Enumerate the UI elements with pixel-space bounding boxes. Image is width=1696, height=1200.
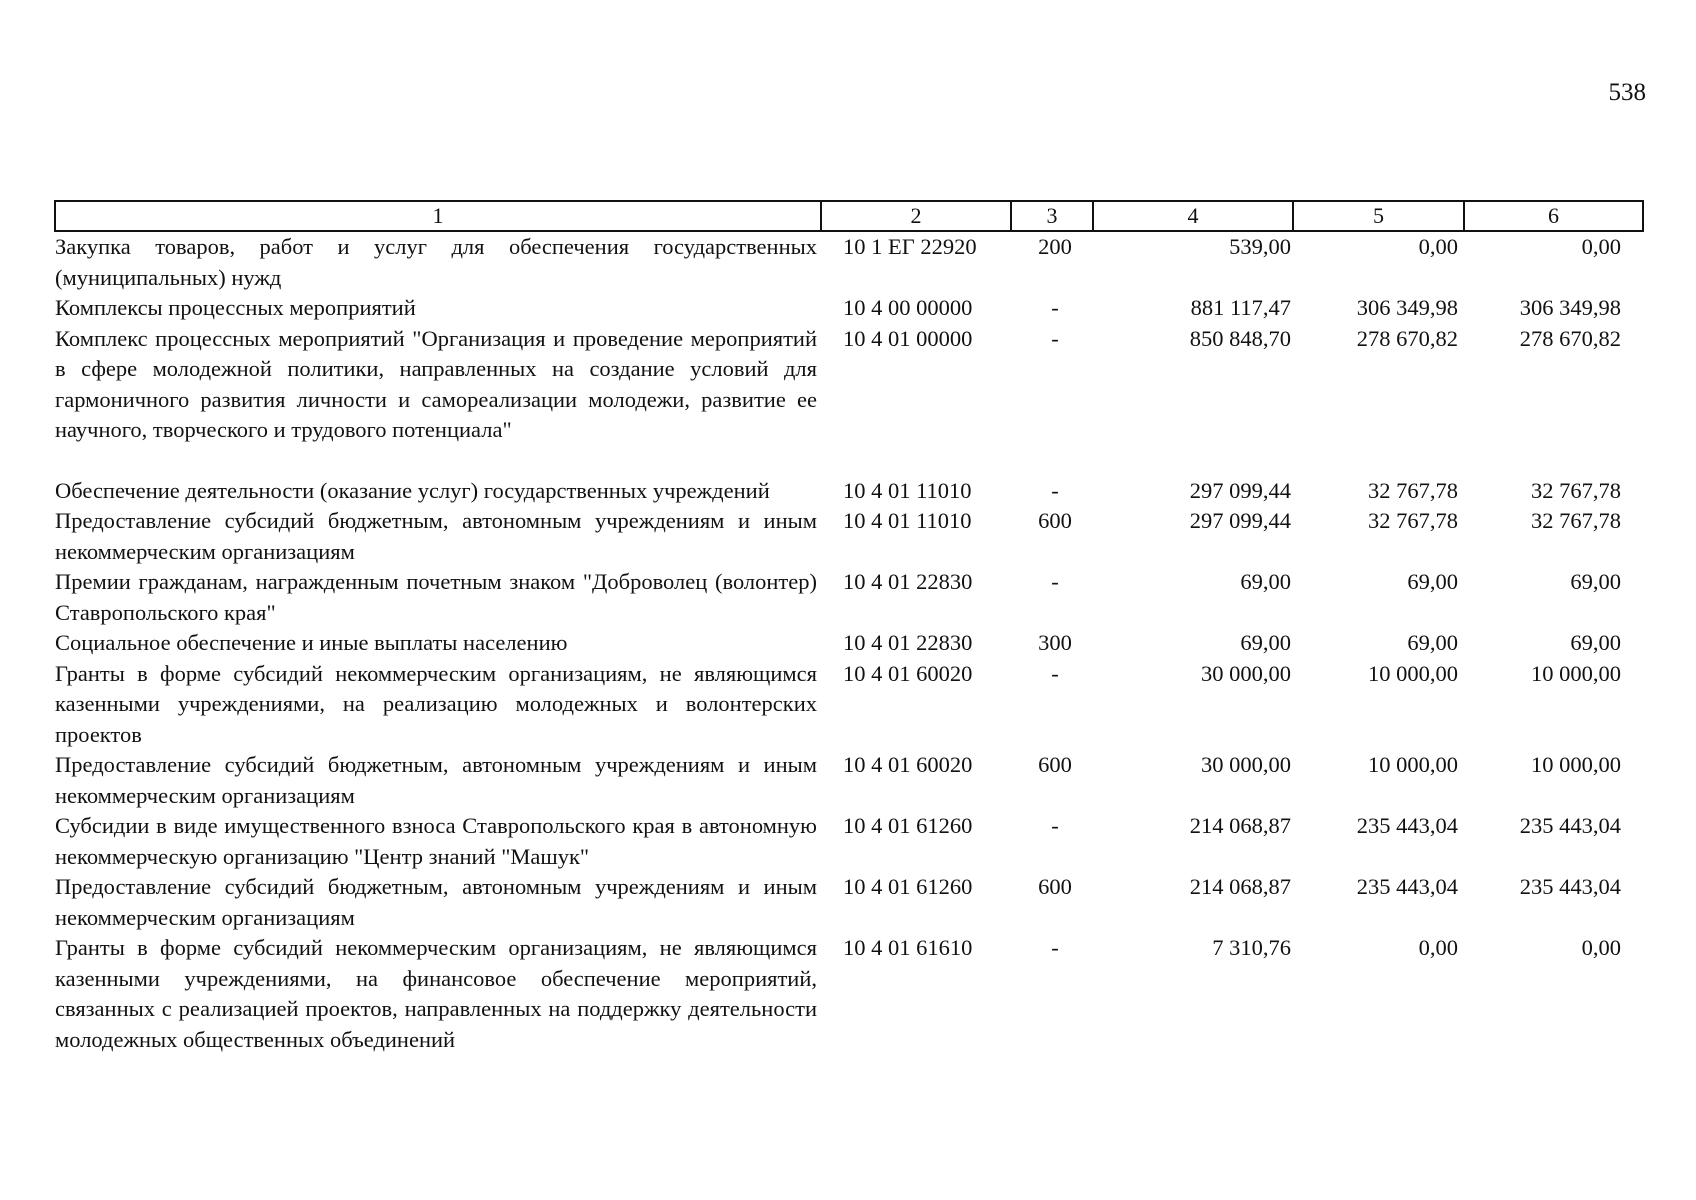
row-value-2: 10 000,00 [1368,660,1458,686]
row-type: - [1051,325,1059,351]
row-name: Предоставление субсидий бюджетным, автономным учреждениям и иным некоммерческим организациям [55,508,817,564]
row-code: 10 4 01 61260 [843,874,973,899]
row-name: Обеспечение деятельности (оказание услуг) государственных учреждений [55,477,770,503]
row-value-1: 881 117,47 [1190,295,1291,320]
row-value-3: 306 349,98 [1519,295,1621,320]
header-col-6: 6 [1464,201,1643,231]
table-body [55,231,1643,1055]
row-name: Предоставление субсидий бюджетным, автономным учреждениям и иным некоммерческим организациям [55,874,817,930]
table-row [55,659,1643,751]
row-value-3: 32 767,78 [1531,477,1621,503]
header-col-1: 1 [55,201,821,231]
row-value-1: 214 068,87 [1189,813,1291,838]
row-value-1: 297 099,44 [1189,508,1291,533]
row-code: 10 4 01 11010 [843,477,972,503]
table-row [55,567,1643,628]
header-col-4: 4 [1093,201,1293,231]
row-value-2: 235 443,04 [1356,874,1458,899]
row-code: 10 4 01 60020 [843,660,973,686]
row-name: Комплексы процессных мероприятий [55,295,416,320]
row-type: - [1051,660,1059,686]
row-value-2: 69,00 [1407,630,1458,655]
row-code: 10 4 00 00000 [843,295,973,320]
row-type: - [1051,477,1059,503]
row-code: 10 4 01 22830 [843,569,973,594]
row-name: Предоставление субсидий бюджетным, автономным учреждениям и иным некоммерческим организациям [55,752,817,808]
header-col-3: 3 [1011,201,1093,231]
table-row [55,293,1643,324]
row-value-1: 69,00 [1240,630,1291,655]
table-row [55,811,1643,872]
row-code: 10 4 01 61610 [843,935,973,960]
table-row [55,628,1643,659]
row-value-3: 69,00 [1570,569,1621,594]
row-value-2: 10 000,00 [1368,752,1458,777]
row-value-1: 30 000,00 [1201,752,1291,777]
row-name: Социальное обеспечение и иные выплаты населению [55,630,568,655]
row-type: - [1051,935,1059,960]
row-value-2: 306 349,98 [1356,295,1458,320]
row-value-1: 297 099,44 [1189,477,1291,503]
row-code: 10 4 01 22830 [843,630,973,655]
spacer-cell [55,446,1643,476]
row-value-3: 10 000,00 [1531,752,1621,777]
row-name: Гранты в форме субсидий некоммерческим организациям, не являющимся казенными учреждениями, на реализацию молодежных и волонтерских проектов [55,660,817,747]
row-name: Субсидии в виде имущественного взноса Ставропольского края в автономную некоммерческую организацию "Центр знаний "Машук" [55,813,817,869]
row-value-3: 278 670,82 [1519,325,1621,351]
row-value-2: 278 670,82 [1356,325,1458,351]
row-value-3: 69,00 [1570,630,1621,655]
row-type: 200 [1038,234,1072,259]
row-code: 10 4 01 60020 [843,752,973,777]
row-code: 10 4 01 00000 [843,325,973,351]
header-row [55,201,1643,231]
row-name: Комплекс процессных мероприятий "Организация и проведение мероприятий в сфере молодежной политики, направленных на создание условий для гармоничного развития личности и самореализации молодежи, развитие ее научного, творческого и трудового потенциала" [55,325,817,442]
table-row [55,933,1643,1055]
row-type: 300 [1038,630,1072,655]
table-row [55,231,1643,293]
row-value-3: 0,00 [1581,234,1621,259]
page-number: 538 [1608,79,1646,106]
row-type: - [1051,569,1059,594]
row-type: - [1051,295,1059,320]
row-type: 600 [1038,752,1072,777]
row-value-3: 235 443,04 [1519,813,1621,838]
header-col-2: 2 [821,201,1011,231]
row-value-2: 0,00 [1418,234,1458,259]
row-code: 10 4 01 11010 [843,508,972,533]
row-value-2: 235 443,04 [1356,813,1458,838]
row-value-2: 0,00 [1418,935,1458,960]
row-type: 600 [1038,874,1072,899]
row-code: 10 4 01 61260 [843,813,973,838]
row-value-3: 10 000,00 [1531,660,1621,686]
row-name: Гранты в форме субсидий некоммерческим организациям, не являющимся казенными учреждениями, на финансовое обеспечение мероприятий, связанных с реализацией проектов, направленных на поддержку деятельности молодежных общественных объединений [55,935,817,1052]
row-value-1: 7 310,76 [1212,935,1291,960]
row-value-1: 850 848,70 [1189,325,1291,351]
row-type: - [1051,813,1059,838]
budget-table [54,200,1644,1055]
row-code: 10 1 ЕГ 22920 [843,234,977,259]
table-row [55,872,1643,933]
header-col-5: 5 [1293,201,1464,231]
row-value-2: 32 767,78 [1368,508,1458,533]
row-value-1: 539,00 [1229,234,1291,259]
table-row [55,476,1643,507]
row-name: Закупка товаров, работ и услуг для обеспечения государственных (муниципальных) нужд [55,234,817,290]
row-value-3: 0,00 [1581,935,1621,960]
table-row [55,324,1643,446]
spacer-row [55,446,1643,476]
row-value-2: 32 767,78 [1368,477,1458,503]
row-value-1: 214 068,87 [1189,874,1291,899]
row-value-3: 32 767,78 [1531,508,1621,533]
row-name: Премии гражданам, награжденным почетным знаком "Доброволец (волонтер) Ставропольского края" [55,569,817,625]
table-row [55,750,1643,811]
row-value-1: 30 000,00 [1201,660,1291,686]
table-header [55,201,1643,231]
row-value-2: 69,00 [1407,569,1458,594]
row-value-3: 235 443,04 [1519,874,1621,899]
row-value-1: 69,00 [1240,569,1291,594]
row-type: 600 [1038,508,1072,533]
table-row [55,506,1643,567]
